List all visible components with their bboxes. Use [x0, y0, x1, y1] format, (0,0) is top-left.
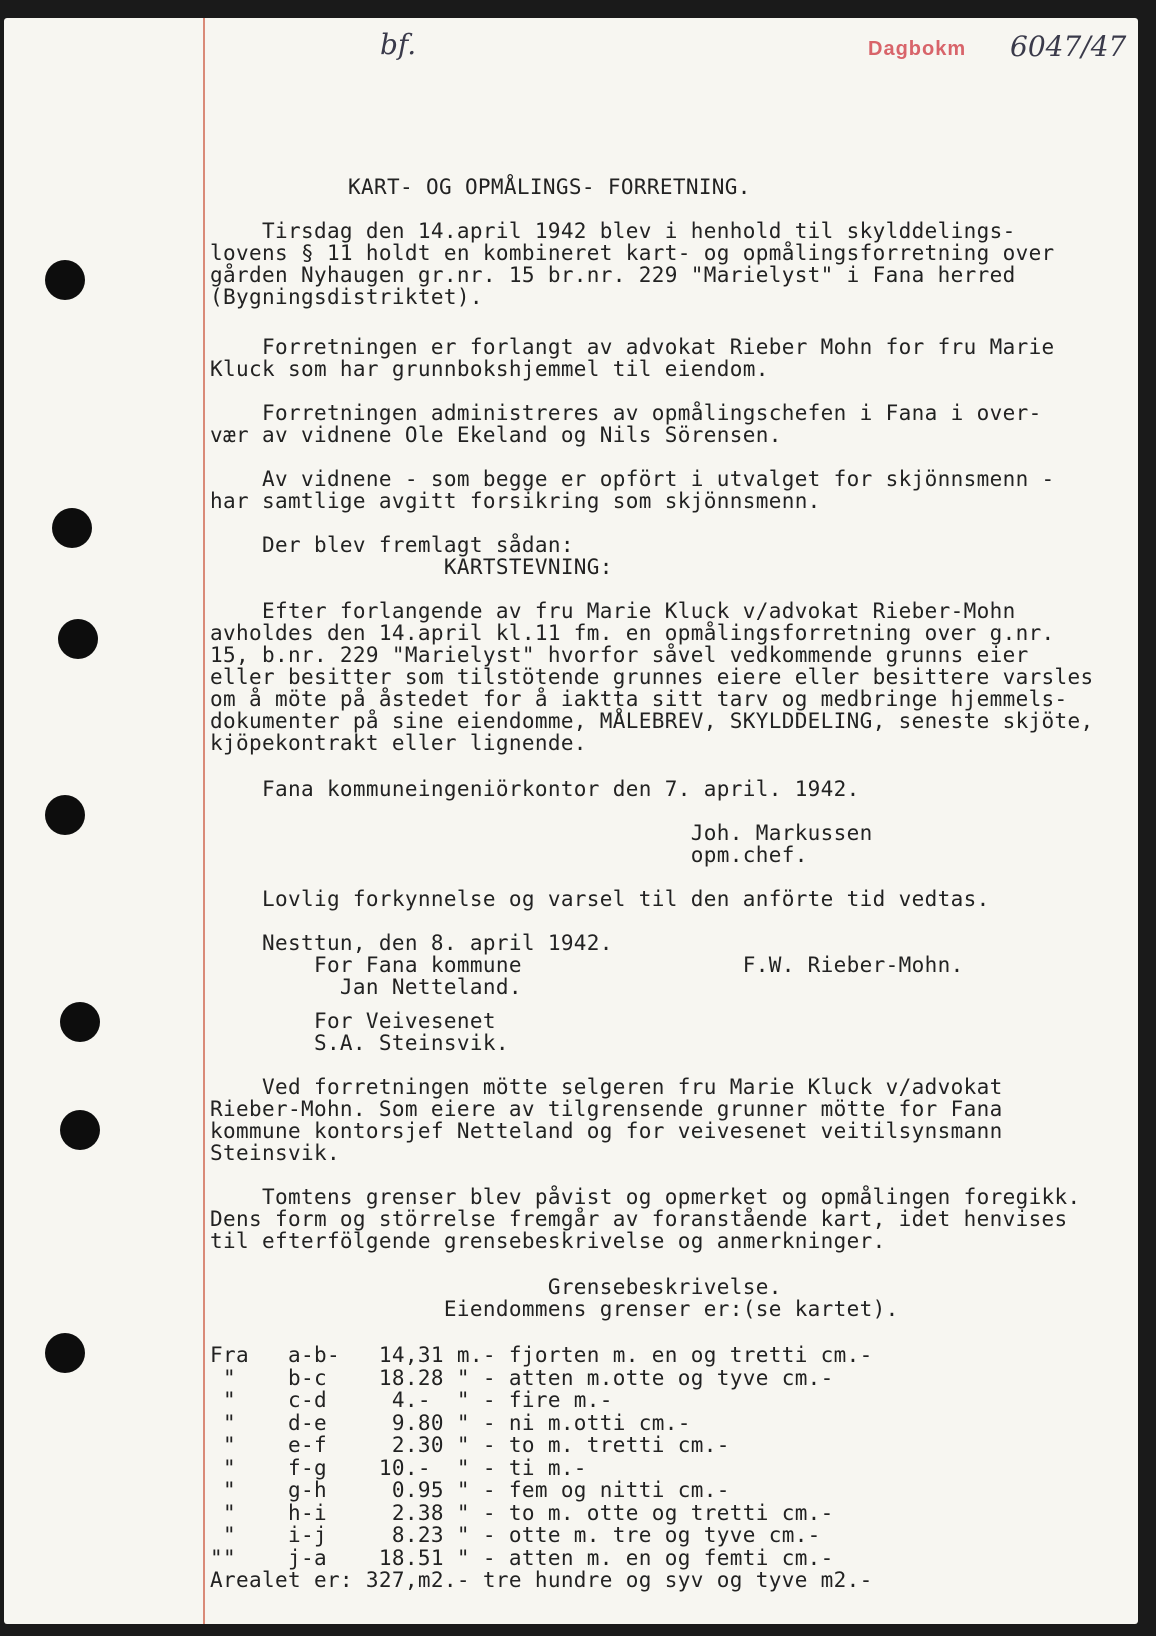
text-line-p11: S.A. Steinsvik. — [210, 1031, 509, 1055]
margin-rule — [203, 18, 205, 1624]
text-line-p8: Joh. Markussen — [210, 821, 873, 845]
punch-hole — [52, 508, 92, 548]
text-line-p11: For Veivesenet — [210, 1009, 496, 1033]
boundary-row: " i-j 8.23 " - otte m. tre og tyve cm.- — [210, 1523, 821, 1547]
text-line-p13: Dens form og störrelse fremgår av foranstående kart, idet henvises — [210, 1207, 1068, 1231]
text-line-p6: 15, b.nr. 229 "Marielyst" hvorfor såvel vedkommende grunns eier — [210, 643, 1029, 667]
text-line-p12: kommune kontorsjef Netteland og for veivesenet veitilsynsmann — [210, 1119, 1003, 1143]
punch-hole — [60, 1110, 100, 1150]
punch-hole — [45, 1333, 85, 1373]
text-line-p5: Der blev fremlagt sådan: — [210, 533, 574, 557]
register-stamp: Dagbokm — [868, 38, 967, 60]
text-line-p12: Steinsvik. — [210, 1141, 340, 1165]
boundary-row: " e-f 2.30 " - to m. tretti cm.- — [210, 1433, 730, 1457]
boundary-row: " c-d 4.- " - fire m.- — [210, 1388, 613, 1412]
punch-hole — [45, 260, 85, 300]
text-line-p6: dokumenter på sine eiendomme, MÅLEBREV, SKYLDDELING, seneste skjöte, — [210, 709, 1094, 733]
punch-hole — [58, 619, 98, 659]
text-line-p6: Efter forlangende av fru Marie Kluck v/advokat Rieber-Mohn — [210, 599, 1016, 623]
punch-hole — [45, 795, 85, 835]
handwritten-initials: bf. — [380, 28, 417, 61]
text-line-p14: Eiendommens grenser er:(se kartet). — [210, 1297, 899, 1321]
text-line-p2: Forretningen er forlangt av advokat Rieber Mohn for fru Marie — [210, 335, 1055, 359]
text-line-p4: har samtlige avgitt forsikring som skjönnsmenn. — [210, 489, 821, 513]
text-line-p6: kjöpekontrakt eller lignende. — [210, 731, 587, 755]
boundary-row: Fra a-b- 14,31 m.- fjorten m. en og tretti cm.- — [210, 1343, 873, 1367]
text-line-p9: Lovlig forkynnelse og varsel til den anförte tid vedtas. — [210, 887, 990, 911]
text-line-p1: lovens § 11 holdt en kombineret kart- og opmålingsforretning over — [210, 241, 1055, 265]
text-line-p1: Tirsdag den 14.april 1942 blev i henhold til skylddelings- — [210, 219, 1016, 243]
text-line-p7: Fana kommuneingeniörkontor den 7. april. 1942. — [210, 777, 860, 801]
text-line-p3: vær av vidnene Ole Ekeland og Nils Sörensen. — [210, 423, 782, 447]
text-line-p6: avholdes den 14.april kl.11 fm. en opmålingsforretning over g.nr. — [210, 621, 1055, 645]
text-line-p1: gården Nyhaugen gr.nr. 15 br.nr. 229 "Marielyst" i Fana herred — [210, 263, 1016, 287]
text-line-p13: til efterfölgende grensebeskrivelse og anmerkninger. — [210, 1229, 886, 1253]
text-line-p4: Av vidnene - som begge er opfört i utvalget for skjönnsmenn - — [210, 467, 1055, 491]
boundary-row: " h-i 2.38 " - to m. otte og tretti cm.- — [210, 1500, 834, 1525]
text-line-p6: eller besitter som tilstötende grunnes eiere eller besittere varsles — [210, 665, 1094, 689]
boundary-row: Arealet er: 327,m2.- tre hundre og syv og tyve m2.- — [210, 1568, 873, 1592]
boundary-row: " d-e 9.80 " - ni m.otti cm.- — [210, 1410, 691, 1435]
text-line-p14: Grensebeskrivelse. — [210, 1275, 782, 1299]
text-line-p10: Jan Netteland. — [210, 975, 522, 999]
boundary-row: " g-h 0.95 " - fem og nitti cm.- — [210, 1478, 730, 1502]
boundary-row: " f-g 10.- " - ti m.- — [210, 1455, 587, 1480]
punch-hole — [60, 1002, 100, 1042]
text-line-p12: Ved forretningen mötte selgeren fru Marie Kluck v/advokat — [210, 1075, 1003, 1099]
text-line-p12: Rieber-Mohn. Som eiere av tilgrensende grunner mötte for Fana — [210, 1097, 1003, 1121]
boundary-row: "" j-a 18.51 " - atten m. en og femti cm.- — [210, 1545, 834, 1570]
text-line-p3: Forretningen administreres av opmålingschefen i Fana i over- — [210, 401, 1042, 425]
text-line-p6: om å möte på åstedet for å iaktta sitt tarv og medbringe hjemmels- — [210, 687, 1068, 711]
text-line-p13: Tomtens grenser blev påvist og opmerket og opmålingen foregikk. — [210, 1185, 1081, 1209]
text-line-p10: Nesttun, den 8. april 1942. — [210, 931, 613, 955]
boundary-row: " b-c 18.28 " - atten m.otte og tyve cm.- — [210, 1365, 834, 1390]
text-line-p1: (Bygningsdistriktet). — [210, 285, 483, 309]
text-line-p8: opm.chef. — [210, 843, 808, 867]
text-line-p10: For Fana kommune F.W. Rieber-Mohn. — [210, 953, 964, 977]
text-line-p5: KARTSTEVNING: — [210, 555, 613, 579]
document-number: 6047/47 — [1010, 30, 1127, 63]
document-title: KART- OG OPMÅLINGS- FORRETNING. — [348, 175, 751, 199]
text-line-p2: Kluck som har grunnbokshjemmel til eiendom. — [210, 357, 769, 381]
